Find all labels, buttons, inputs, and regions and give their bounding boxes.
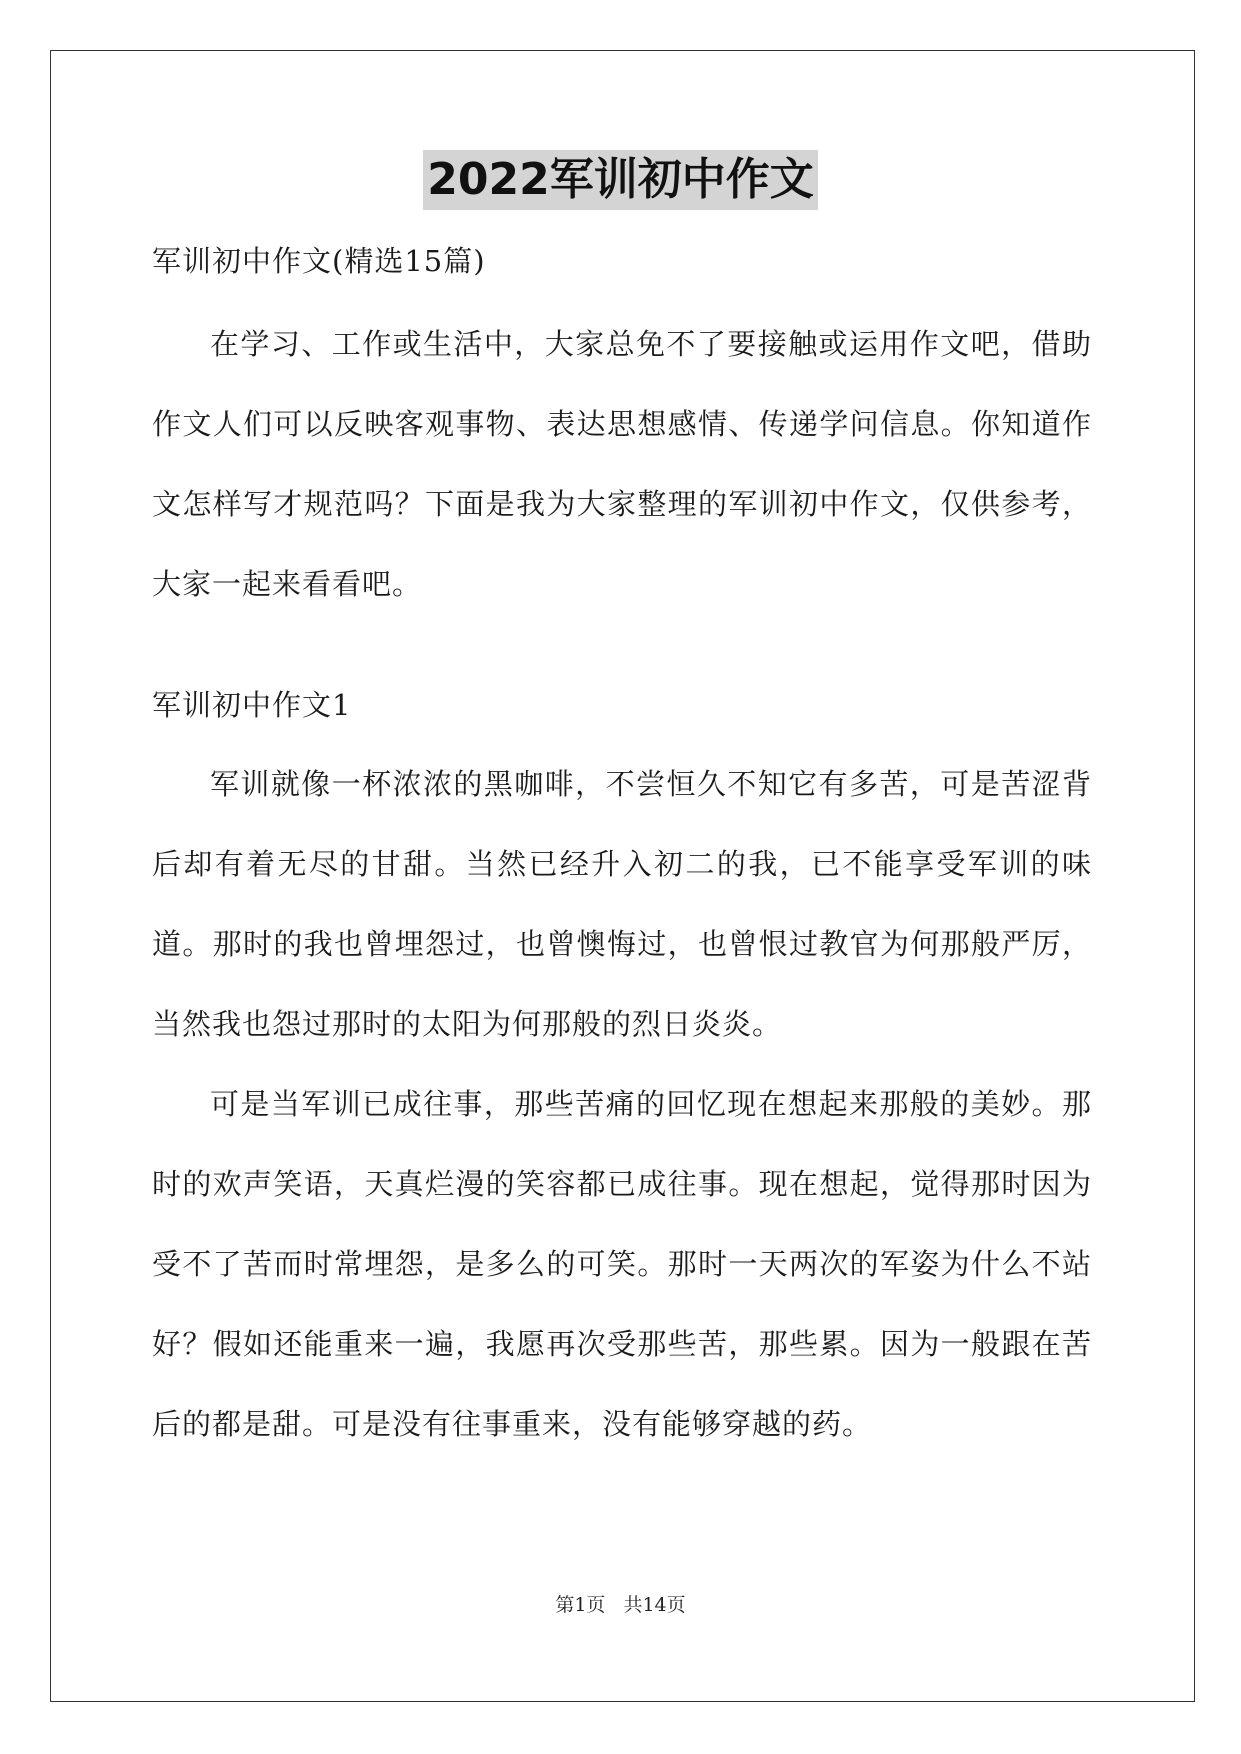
document-body bbox=[152, 232, 1092, 1464]
document-title: 2022军训初中作文 bbox=[423, 150, 817, 210]
page-total: 共14页 bbox=[623, 1594, 686, 1616]
page-footer bbox=[0, 1590, 1241, 1617]
body-paragraph-2: 可是当军训已成往事，那些苦痛的回忆现在想起来那般的美妙。那时的欢声笑语，天真烂漫的笑容都已成往事。现在想起，觉得那时因为受不了苦而时常埋怨，是多么的可笑。那时一天两次的军姿为什么不站好？假如还能重来一遍，我愿再次受那些苦，那些累。因为一般跟在苦后的都是甜。可是没有往事重来，没有能够穿越的药。 bbox=[152, 1087, 1092, 1441]
section-gap bbox=[152, 624, 1092, 676]
page-number: 第1页 bbox=[555, 1594, 606, 1616]
body-paragraph-1: 军训就像一杯浓浓的黑咖啡，不尝恒久不知它有多苦，可是苦涩背后却有着无尽的甘甜。当然已经升入初二的我，已不能享受军训的味道。那时的我也曾埋怨过，也曾懊悔过，也曾恨过教官为何那般严厉，当然我也怨过那时的太阳为何那般的烈日炎炎。 bbox=[152, 767, 1092, 1041]
title-area bbox=[0, 150, 1241, 210]
intro-paragraph: 在学习、工作或生活中，大家总免不了要接触或运用作文吧，借助作文人们可以反映客观事物、表达思想感情、传递学问信息。你知道作文怎样写才规范吗？下面是我为大家整理的军训初中作文，仅供参考，大家一起来看看吧。 bbox=[152, 327, 1092, 601]
document-subtitle: 军训初中作文(精选15篇) bbox=[152, 244, 486, 278]
section-title: 军训初中作文1 bbox=[152, 688, 352, 722]
